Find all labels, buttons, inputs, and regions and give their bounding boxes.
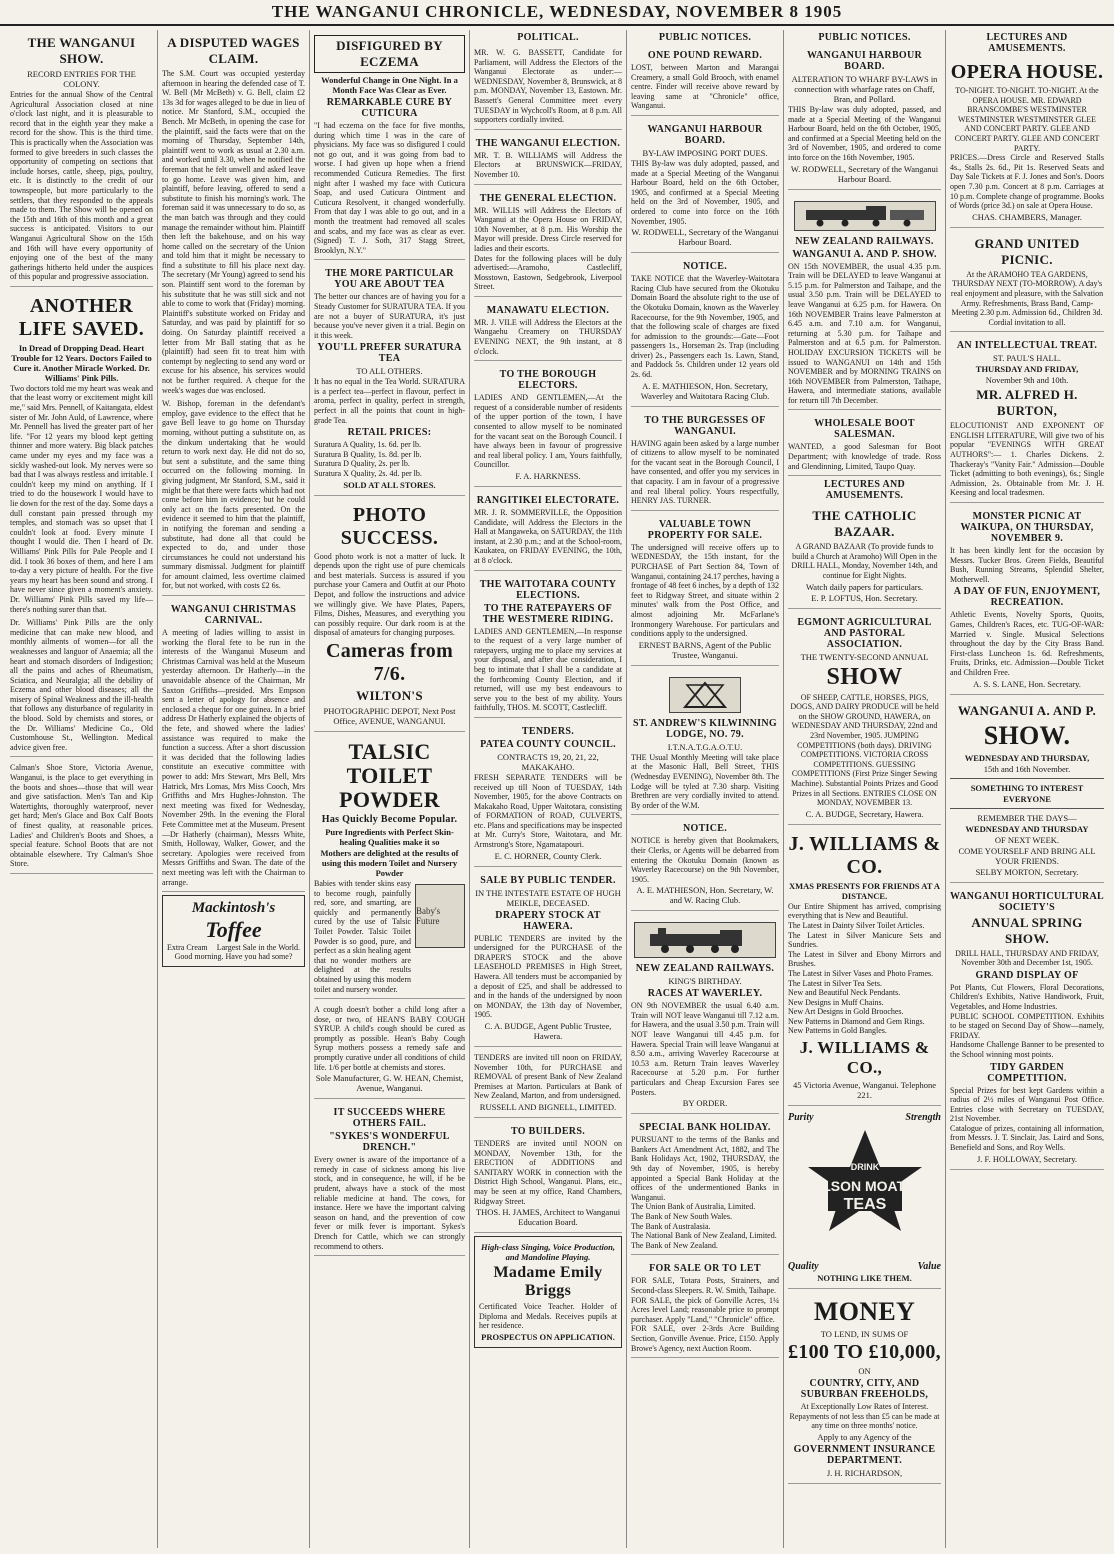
waverley-train-notice	[631, 914, 779, 1114]
waikupa-head: MONSTER PICNIC AT WAIKUPA, ON THURSDAY, NOVEMBER 9.	[960, 511, 1094, 545]
lane-sig: A. S. S. LANE, Hon. Secretary.	[973, 678, 1081, 689]
column-2	[158, 30, 310, 1548]
salesman-head: WHOLESALE BOOT SALESMAN.	[814, 418, 915, 441]
burgesses-notice	[631, 410, 779, 511]
treat-days: THURSDAY AND FRIDAY,	[975, 364, 1079, 375]
show-train-text: ON 15th NOVEMBER, the usual 4.35 p.m. Train will be DELAYED to leave Wanganui at 5.15 p.m. for Palmerston and Taihape, and the usual 3.50 p.m. Train will be DELAYED to leave Wanganui at 6.25 p.m. for Hawera. On 16th NOVEMBER Trains leave Palmerston at 6.45 a.m. and 7.10 a.m. for Wanganui, returning at 5.30 p.m. for Taihape and Palmerston and at 6.5 p.m. for Palmerston. HOLIDAY EXCURSION TICKETS will be issued to WANGANUI on 14th and 15th NOVEMBER and by MORNING TRAINS on 16th NOVEMBER from Palmerston, Taihape, Hawera, and intermediate stations, available for return till 7th December.	[788, 261, 941, 405]
williams-jeweller-ad	[788, 828, 941, 1106]
briggs-ad	[474, 1236, 622, 1348]
tidy-text: Special Prizes for best kept Gardens within a radius of 2½ miles of Wanganui Post Office. Entries close with Secretary on TUESDAY, 21st November.	[950, 1085, 1104, 1124]
life-saved-text-2: Dr. Williams' Pink Pills are the only medicine that can make new blood, and monthly ailments of women—for all the weaknesses and languor of Anaemia; all the heart and stomach disorders of Indigestion; all the pains and aches of Rheumatism, Sciatica, and Neuralgia; all the debility of Eczema and other blood diseases; all the misery of Spinal Weakness and the ill-health that follows any disturbance of regularity in the blood. Sold by chemists and stores, or the Dr. Williams' Medicine Co., Old Customhouse St., Wellington. Medical advice given free.	[10, 618, 153, 752]
banner-text: Handsome Challenge Banner to be presented to the School winning most points.	[950, 1040, 1104, 1059]
lodge-text: THE Usual Monthly Meeting will take place at the Masonic Hall, Bell Street, THIS (Wednesday EVENING), November 8th. The Lodge will be tyled at 7.30 sharp. Visiting Brethren are very cordially invited to attend. By order of the W.M.	[631, 752, 779, 810]
baby-illustration	[415, 884, 465, 948]
toffee-brand: Mackintosh's	[191, 900, 276, 917]
bank-item-4: The Bank of New Zealand.	[631, 1240, 718, 1250]
money-dept: GOVERNMENT INSURANCE DEPARTMENT.	[793, 1443, 936, 1466]
masthead: THE WANGANUI CHRONICLE, WEDNESDAY, NOVEMBER 8 1905	[0, 0, 1114, 26]
toffee-product: Toffee	[205, 917, 262, 943]
property-text: The undersigned will receive offers up to WEDNESDAY, the 15th instant, for the PURCHASE of Part Section 84, Town of Wanganui, containing 24.17 perches, having a frontage of 48 feet 6 inches, by a depth of 132 feet to Ridgway Street, and situate within 2 minutes' walk from the Post Office, and almost adjoining Mr. McFarlane's Ironmongery Warehouse. For particulars and conditions apply to the undersigned.	[631, 542, 779, 639]
borough-notice	[474, 364, 622, 487]
locomotive-illustration	[634, 922, 776, 958]
ap-head: WANGANUI A. AND P.	[957, 702, 1097, 718]
harkness-sig: F. A. HARKNESS.	[515, 471, 581, 481]
races-text: ON 9th NOVEMBER the usual 6.40 a.m. Train will NOT leave Wanganui till 7.12 a.m. for Hawera, and the usual 3.50 p.m. Train will NOT leave Wanganui till 4.45 p.m. for Hawera. Special Train will leave Wanganui at 8.50 a.m., arriving Waverley Racecourse at 10.53 a.m. Return Train leaves Waverley Racecourse at 5.20 p.m. For further particulars and Cheap Excursion Fares see Posters.	[631, 1001, 779, 1097]
westmere-notice	[474, 574, 622, 718]
lectures-head-2: LECTURES AND AMUSEMENTS.	[823, 479, 906, 502]
reward-text: LOST, between Marton and Marangai Creamery, a small Gold Brooch, with enamel centre. Finder will receive above reward by leaving same at "Chronicle" office, Wanganui.	[631, 63, 779, 111]
westmere-head: TO THE RATEPAYERS OF THE WESTMERE RIDING.	[482, 602, 614, 625]
ap-dates: 15th and 16th November.	[983, 763, 1071, 774]
money-apply: Apply to any Agency of the	[817, 1431, 912, 1442]
bank-item-0: The Union Bank of Australia, Limited.	[631, 1202, 756, 1212]
lectures-head: LECTURES AND AMUSEMENTS.	[986, 32, 1068, 54]
ap-days: WEDNESDAY AND THURSDAY,	[964, 752, 1090, 763]
railways-head: NEW ZEALAND RAILWAYS.	[635, 963, 775, 975]
harbour-head-2: WANGANUI HARBOUR BOARD.	[806, 50, 923, 72]
show-text: Entries for the annual Show of the Central Agricultural Association closed at nine o'clock last night, and it is pleasurable to record that in the eighth year they make a record for the show. This is the third time. This is practically when the Association was formed to give breeders in such classes the opportunity of competing on sections that include horses, cattle, sheep, pigs, poultry, etc. It is distinctly to the credit of our townspeople, but more particularly to the settlers, that they responded to the appeals made to them. The Show will be opened on the 15th and 16th of this month and a great success is anticipated. Visitors to our Wanganui Agricultural Show on the 15th and 16th will have every opportunity of enjoying one of the best of the many gatherings hitherto held under the auspices of this popular and progressive association.	[10, 90, 153, 282]
tea-prefer: YOU'LL PREFER SURATURA TEA	[317, 342, 462, 365]
election-head: THE WANGANUI ELECTION.	[475, 137, 621, 149]
money-lend: TO LEND, IN SUMS OF	[820, 1329, 909, 1340]
bank-holiday-notice	[631, 1117, 779, 1255]
tea-strength: Strength	[905, 1112, 941, 1124]
waikupa-text: It has been kindly lent for the occasion by Messrs. Tucker Bros. Green Fields, Beautiful Bush, Running Streams, Splendid Shelter, Motherwell.	[950, 546, 1104, 584]
patea-tender	[474, 721, 622, 867]
egmont-text: OF SHEEP, CATTLE, HORSES, PIGS, DOGS, AND DAIRY PRODUCE will be held on the SHOW GROUND, HAWERA, on WEDNESDAY AND THURSDAY, 22nd and 23rd November, 1905. JUMPING COMPETITIONS (both days). DRIVING COMPETITIONS. VICTORIA CROSS COMPETITIONS. GUESSING COMPETITIONS (First Prize Singer Sewing Machine). Substantial Points Prizes and Good Prizes in all Sections. ENTRIES CLOSE ON MONDAY, NOVEMBER 13.	[790, 692, 939, 808]
tea-text: The better our chances are of having you for a Steady Customer for SURATURA TEA. If you are not a buyer of SURATURA, it's just because you've never given it a trial. Begin on it this week.	[314, 292, 465, 340]
show-article	[10, 30, 153, 287]
catalogue-text: Catalogue of prizes, containing all information, from Messrs. J. T. Sinclair, Jas. Laird and Sons, Benefield and Sons, and Roy Wells.	[950, 1123, 1104, 1153]
talsic-mothers: Mothers are delighted at the results of using this modern Toilet and Nursery Powder	[320, 847, 459, 878]
williams-name-2: J. WILLIAMS & CO.,	[799, 1038, 930, 1078]
wages-headline: A DISPUTED WAGES CLAIM.	[167, 35, 300, 66]
williams-item-6: New Designs in Muff Chains.	[788, 997, 884, 1007]
mathieson-sig: A. E. MATHIESON, Hon. Secretary, Waverley and Waitotara Racing Club.	[640, 380, 770, 401]
interest-sub: EVERYONE	[1003, 793, 1051, 804]
borough-head: TO THE BOROUGH ELECTORS.	[499, 369, 597, 392]
waitotara-head: THE WAITOTARA COUNTY ELECTIONS.	[479, 578, 617, 601]
sale3-text: FOR SALE, over 2-3rds Acre Building Section, Gonville Avenue. Price, £150. Apply Browe's Agency, next Auction Room.	[631, 1324, 779, 1353]
rodwell-sig-2: W. RODWELL, Secretary of the Wanganui Harbour Board.	[790, 163, 939, 184]
let-head: FOR SALE OR TO LET	[649, 1263, 761, 1275]
willis-text: MR. WILLIS will Address the Electors of Wanganui at the Opera House on FRIDAY, 10th November, at 8 p.m. His Worship the Mayor will preside. Dress Circle reserved for ladies and their escorts.	[474, 205, 622, 253]
column-6	[784, 30, 946, 1548]
life-saved-headline: ANOTHER LIFE SAVED.	[18, 294, 145, 340]
shoe-store-text: Calman's Shoe Store, Victoria Avenue, Wanganui, is the place to get everything in the boots and shoes—those that will wear and give satisfaction. Men's Tan and Kip Watertights, thoroughly waterproof, never get hard; Men's Glace and Box Calf Boots of finest quality, at reasonable prices. Ladies' and Children's Boots and Shoes, a special feature. School Boots that are not obtainable elsewhere. Try Calman's Shoe Store.	[10, 763, 153, 869]
column-3	[310, 30, 470, 1548]
eczema-text: "I had eczema on the face for five months, during which time I was in the care of physicians. My face was so disfigured I could not go out, and it was going from bad to worse. I had given up hope when a friend recommended Cuticura Remedies. The first night after I washed my face with Cuticura Soap, and used Cuticura Ointment and Cuticura Resolvent, it changed wonderfully. From that day I was able to go out, and in a month the treatment had removed all scales and scabs, and my face was as clear as ever. (Signed) T. J. Soth, 317 Stagg Street, Brooklyn, N.Y."	[314, 121, 465, 255]
budge-sig: C. A. BUDGE, Agent Public Trustee, Hawera.	[484, 1021, 612, 1041]
bassett-notice	[474, 45, 622, 130]
burgesses-text: HAVING again been asked by a large number of citizens to allow myself to be nominated for the vacant seat in the Borough Council, I have consented, and offer you my services in that capacity. I am in favour of a progressive and real liberal policy. Yours respectfully, HENRY JAS. TURNER.	[631, 438, 779, 506]
public-notices-head: PUBLIC NOTICES.	[658, 32, 752, 43]
talsic-pure: Pure Ingredients with Perfect Skin-healing Qualities make it so	[325, 826, 454, 847]
rangitikei-head: RANGITIKEI ELECTORATE.	[476, 495, 620, 506]
willis-notice	[474, 188, 622, 297]
notice-head: NOTICE.	[682, 261, 728, 273]
tea-value: Value	[917, 1261, 941, 1273]
tea-sold: SOLD AT ALL STORES.	[343, 479, 436, 490]
bazaar-notice	[788, 503, 941, 608]
briggs-footer: PROSPECTUS ON APPLICATION.	[481, 1331, 615, 1342]
money-text: COUNTRY, CITY, AND SUBURBAN FREEHOLDS,	[800, 1378, 929, 1401]
wharf-text: THIS By-law was duly adopted, passed, and made at a Special Meeting of the Wanganui Harbour Board, held on the 6th October, 1905, and confirmed at a Special Meeting held on the 3rd of November, 1905, and ordered to come into force on the 16th November, 1905.	[788, 105, 941, 162]
sale-head: SALE BY PUBLIC TENDER.	[480, 874, 616, 886]
toffee-sub: Extra Cream	[167, 943, 208, 953]
recreation-text: Athletic Events, Novelty Sports, Quoits, Games, Children's Races, etc. TUG-OF-WAR: Married v. Single. Musical Selections throughout the day by the City Brass Band. First-class Luncheon 1s. 6d. Refreshments, Fruits, Drinks, etc. Admission—Double Ticket and Children Free.	[950, 610, 1104, 677]
property-head: VALUABLE TOWN PROPERTY FOR SALE.	[647, 518, 763, 541]
morton-sig: SELBY MORTON, Secretary.	[975, 866, 1079, 877]
sale2-text: FOR SALE, the pick of Gonville Acres, 1¼ Acres level Land; reasonable price to prompt purchaser. Apply "Land," "Chronicle" office.	[631, 1295, 779, 1324]
for-sale-section	[631, 1258, 779, 1358]
waikupa-notice	[950, 506, 1104, 695]
tea-star-emblem	[788, 1127, 941, 1257]
picnic-text: At the ARAMOHO TEA GARDENS, THURSDAY NEXT (TO-MORROW). A day's real enjoyment and pleasure, with the Salvation Army. Refreshments, Brass Band, Camp-Meeting 2.30 p.m. Admission 6d., Children 3d. Cordial invitation to all.	[950, 269, 1104, 327]
horticultural-notice	[950, 886, 1104, 1170]
tea-intro: THE MORE PARTICULAR YOU ARE ABOUT TEA	[325, 268, 454, 291]
school-comp: PUBLIC SCHOOL COMPETITION. Exhibits to be staged on Second Day of Show—namely, FRIDAY.	[950, 1011, 1104, 1040]
tea-price-1: Suratura B Quality, 1s. 8d. per lb.	[314, 449, 422, 459]
willis-dates: Dates for the following places will be duly advertised:—Aramoho, Castlecliff, Mosstown, Eastown, Sedgebrook, Liverpool Street.	[474, 253, 622, 292]
williams-addr: 45 Victoria Avenue, Wanganui. Telephone 221.	[793, 1080, 936, 1101]
eczema-subhead: Wonderful Change in One Night. In a Month Face Was Clear as Ever.	[321, 75, 458, 95]
bookmakers-notice	[631, 818, 779, 911]
patea-text: FRESH SEPARATE TENDERS will be received up till Noon of TUESDAY, 14th November, 1905, for the above Contracts on Makakaho Road, Upper Waitotara, consisting of FORMATION of ROAD, CULVERTS, etc. Plans and specifications may be inspected at Mr. Curry's Store, Waitotara, and Mr. Armstrong's Store, Ngamatapouri.	[474, 772, 622, 850]
williams-item-1: The Latest in Silver Manicure Sets and Sundries.	[788, 930, 941, 950]
opera-text: TO-NIGHT. TO-NIGHT. TO-NIGHT. At the OPERA HOUSE. MR. EDWARD BRANSCOMBE'S WESTMINSTER WESTMINSTER WESTMINSTER GLEE AND CONCERT PARTY. GLEE AND CONCERT PARTY. GLEE AND CONCERT PARTY.	[954, 86, 1100, 153]
tea-price-3: Suratura X Quality, 2s. 4d. per lb.	[314, 469, 422, 479]
grand-display: GRAND DISPLAY OF	[975, 969, 1079, 981]
photo-ad	[314, 499, 465, 732]
williams-item-0: The Latest in Dainty Silver Toilet Articles.	[788, 920, 925, 930]
life-saved-subhead: In Dread of Dropping Dead. Heart Trouble for 12 Years. Doctors Failed to Cure it. Another Miracle Worked. Dr. Williams' Pink Pills.	[11, 342, 152, 383]
tea-prices-head: RETAIL PRICES:	[347, 427, 432, 439]
recreation-head: A DAY OF FUN, ENJOYMENT, RECREATION.	[953, 586, 1101, 609]
bassett-text: MR. W. G. BASSETT, Candidate for Parliament, will Address the Electors of the Wanganui Electorate as under:—WEDNESDAY, November 8, Brunswick, at 8 p.m. MONDAY, November 13, Eastown. Mr. Bassett's General Committee meet every TUESDAY in Wychcoll's Room, at 8 p.m. All supporters cordially invited.	[474, 48, 622, 125]
tea-purity: Purity	[788, 1112, 814, 1124]
tea-to-all: TO ALL OTHERS.	[356, 366, 423, 377]
burton-text: ELOCUTIONIST AND EXPONENT OF ENGLISH LITERATURE, Will give two of his popular "EVENINGS WITH GREAT AUTHORS":— 1. Charles Dickens. 2. Thackeray's "Vanity Fair." Admission—Double Ticket (admitting to both evenings), 6s.; Single Admission, 2s. Obtainable from Mr. J. H. Keesing and local tradesmen.	[950, 421, 1104, 498]
tenders2-text: TENDERS are invited till noon on FRIDAY, November 10th, for PURCHASE and REMOVAL of present Bank of New Zealand Premises at Marton. Particulars at Bank of New Zealand, Marton, and from undersigned.	[474, 1053, 622, 1101]
remember-week: OF NEXT WEEK.	[994, 834, 1060, 845]
williams-item-8: New Patterns in Diamond and Gem Rings.	[788, 1016, 925, 1026]
tenders-head: TENDERS.	[521, 725, 575, 737]
horti-head: WANGANUI HORTICULTURAL SOCIETY'S	[950, 890, 1104, 913]
hean-maker: Sole Manufacturer, G. W. HEAN, Chemist, Avenue, Wanganui.	[315, 1073, 464, 1094]
eczema-ad	[314, 30, 465, 260]
williams-item-2: The Latest in Silver and Ebony Mirrors and Brushes.	[788, 949, 941, 969]
drench-fail: IT SUCCEEDS WHERE OTHERS FAIL.	[333, 1107, 446, 1130]
bazaar-head: THE CATHOLIC BAZAAR.	[812, 508, 917, 540]
williams-item-9: New Patterns in Gold Bangles.	[788, 1026, 887, 1036]
photo-headline: PHOTO SUCCESS.	[340, 503, 439, 549]
remember: REMEMBER THE DAYS—	[977, 812, 1077, 823]
williams-item-4: The Latest in Silver Tea Sets.	[788, 978, 882, 988]
horner-sig: E. C. HORNER, County Clerk.	[494, 850, 602, 861]
remember-days: WEDNESDAY AND THURSDAY	[965, 823, 1089, 834]
train-illustration	[794, 201, 936, 231]
tea-text-2: It has no equal in the Tea World. SURATURA is a perfect tea—perfect in flavour, perfect in aroma, perfect in quality, perfect in strength, perfect in all the points that count in high-grade Tea.	[314, 377, 465, 425]
wilton-name: WILTON'S	[356, 687, 423, 703]
notice2-text: NOTICE is hereby given that Bookmakers, their Clerks, or Agents will be debarred from entering the Okotuku Domain (known as Waverley Racecourse) on the 9th November, 1905.	[631, 836, 779, 884]
opera-notice	[950, 56, 1104, 228]
public-notices-head-2: PUBLIC NOTICES.	[818, 32, 911, 43]
ladies-text: LADIES AND GENTLEMEN,—At the request of a considerable number of residents of the upper portion of the town, I have consented to allow myself to be nominated for the vacant seat on the Borough Council. I have always been in favour of progressive and real liberal policy. I am, Yours faithfully, Councillor.	[474, 393, 622, 470]
racing-notice	[631, 256, 779, 407]
come: COME YOURSELF AND BRING ALL YOUR FRIENDS.	[958, 845, 1096, 866]
general-head: THE GENERAL ELECTION.	[479, 192, 617, 204]
toffee-ad	[162, 895, 305, 967]
reward-notice	[631, 45, 779, 116]
wharf-notice	[788, 45, 941, 190]
property-notice	[631, 514, 779, 666]
drapery-head: DRAPERY STOCK AT HAWERA.	[495, 909, 601, 932]
horti-text: DRILL HALL, THURSDAY AND FRIDAY, November 30th and December 1st, 1905.	[955, 948, 1099, 968]
tea-nothing: NOTHING LIKE THEM.	[817, 1273, 912, 1284]
wages-text: The S.M. Court was occupied yesterday afternoon in hearing the defended case of T. W. Bell (Mr McBeth) v. G. Bell, claim £2 13s 3d for wages alleged to be due in lieu of notice. Mr Stanford, S.M., occupied the Bench. Mr McBeth, in opening the case for the plaintiff, said the facts were that on the morning of Thursday, September 14th, plaintiff went to work as usual at 2.30 a.m. and worked until 3.30, when he notified the foreman that he felt unwell and asked leave to go home. Leave was given him, and plaintiff, before leaving, offered to send a substitute to finish his morning's work. The foreman said it was unnecessary to do so, as the man batch was through and they could manage the remainder without him. Plaintiff then left the bakehouse, and on his way home called on the secretary of the Union and told him that it might be necessary to find a substitute to fill his place next day. The secretary (Mr Young) agreed to send his son. Plaintiff sent word to the foreman by his substitute that he was still sick and not able to come to work that (Friday) morning. Plaintiff's substitute worked on Friday and Saturday, and was paid by plaintiff for so doing. On Saturday plaintiff received a letter from Mr Ball stating that as he (plaintiff) had seen fit to treat him with contempt by neglecting to send any word or excuse for his absence, his services would not be further required. A cheque for the week's wages due was enclosed.	[162, 69, 305, 395]
money-sig: J. H. RICHARDSON,	[826, 1467, 903, 1478]
briggs-name: Madame Emily Briggs	[493, 1264, 603, 1300]
horti-show: ANNUAL SPRING SHOW.	[971, 914, 1083, 946]
estate-head: IN THE INTESTATE ESTATE OF HUGH MEIKLE, DECEASED.	[475, 887, 621, 908]
show-train-notice	[788, 193, 941, 411]
harbour-head: WANGANUI HARBOUR BOARD.	[647, 123, 763, 146]
tea-price-0: Suratura A Quality, 1s. 6d. per lb.	[314, 440, 422, 450]
ap-show-notice	[950, 698, 1104, 883]
patea-head: PATEA COUNTY COUNCIL.	[480, 738, 616, 750]
sale1-text: FOR SALE, Totara Posts, Strainers, and Second-class Sleepers. R. W. Smith, Taihape.	[631, 1276, 779, 1295]
carnival-headline: WANGANUI CHRISTMAS CARNIVAL.	[170, 604, 297, 627]
reward-head: ONE POUND REWARD.	[647, 50, 763, 61]
williams-item-7: New Art Designs in Gold Brooches.	[788, 1007, 904, 1017]
interest-head: SOMETHING TO INTEREST	[970, 782, 1084, 793]
burton-head: MR. ALFRED H. BURTON,	[976, 387, 1078, 419]
holloway-sig: J. F. HOLLOWAY, Secretary.	[976, 1153, 1078, 1164]
sommerville-text: MR. J. R. SOMMERVILLE, the Opposition Candidate, will Address the Electors in the Hall at Mangaweka, on SATURDAY, the 11th instant, at 2.30 p.m.; and at the School-room, Kaukatea, on FRIDAY EVENING, the 10th, at 8 o'clock.	[474, 508, 622, 565]
egmont-head: EGMONT AGRICULTURAL AND PASTORAL ASSOCIATION.	[797, 616, 932, 650]
james-sig: THOS. H. JAMES, Architect to Wanganui Education Board.	[475, 1207, 621, 1228]
port-dues-notice	[631, 119, 779, 253]
rodwell-sig: W. RODWELL, Secretary of the Wanganui Harbour Board.	[631, 227, 779, 248]
drench-text: Every owner is aware of the importance of a remedy in case of sickness among his live stock, and in consequence, he will, if he be prudent, always have a stock of the most reliable medicine at hand. The cows, for instance. Here we have the important calving season on hand, and the prevention of cow fever or milk fever is important. Sykes's Drench for Cattle, which we can strongly recommend to others.	[314, 1155, 465, 1251]
williams-item-3: The Latest in Silver Vases and Photo Frames.	[788, 968, 934, 978]
picnic-notice	[950, 231, 1104, 333]
chambers-sig: CHAS. CHAMBERS, Manager.	[972, 211, 1082, 222]
marton-tender	[474, 1050, 622, 1118]
tea-quality: Quality	[788, 1261, 819, 1273]
williams-text: Our Entire Shipment has arrived, comprising everything that is New and Beautiful.	[788, 901, 941, 921]
show-subhead: RECORD ENTRIES FOR THE COLONY.	[27, 69, 136, 89]
bank-item-2: The Bank of Australasia.	[631, 1221, 711, 1231]
westmere-text: LADIES AND GENTLEMEN,—In response to the request of a very large number of ratepayers, urging me to place my services at your disposal, and after due consideration, I beg to intimate that I shall be a candidate at the forthcoming County Election, and if returned, will use my best endeavours to serve you to the best of my ability. Yours faithfully, THOS. M. SCOTT, Castlecliff.	[474, 626, 622, 713]
tidy-head: TIDY GARDEN COMPETITION.	[987, 1061, 1067, 1084]
money-on: ON	[858, 1366, 871, 1377]
tea-brand-text: NELSON MOATE'S	[802, 1178, 927, 1195]
vile-notice	[474, 300, 622, 361]
loftus-sig: E. P. LOFTUS, Hon. Secretary.	[811, 592, 918, 603]
builders-text: TENDERS are invited until NOON on MONDAY, November 13th, for the ERECTION of ADDITIONS and SANITARY WORK in connection with the District High School, Wanganui. Plans, etc., may be seen at my office, Rand Chambers, Ridgway Street.	[474, 1138, 622, 1206]
babys-future-label: Baby's Future	[416, 905, 441, 926]
life-saved-ad	[10, 290, 153, 758]
mathieson2-sig: A. E. MATHIESON, Hon. Secretary, W. and W. Racing Club.	[636, 885, 774, 906]
eczema-cure: REMARKABLE CURE BY CUTICURA	[326, 97, 453, 119]
bylaw-head: BY-LAW IMPOSING PORT DUES.	[642, 147, 768, 158]
williams-sub: XMAS PRESENTS FOR FRIENDS AT A DISTANCE.	[788, 880, 941, 901]
egmont-annual: THE TWENTY-SECOND ANNUAL	[800, 651, 929, 662]
briggs-line-1: High-class Singing, Voice Production, and Mandoline Playing.	[481, 1242, 615, 1263]
briggs-text: Certificated Voice Teacher. Holder of Diploma and Medals. Receives pupils at her residence.	[479, 1302, 617, 1331]
barns-sig: ERNEST BARNS, Agent of the Public Trustee, Wanganui.	[638, 639, 772, 660]
talsic-ad	[314, 735, 465, 999]
builders-tender	[474, 1121, 622, 1233]
nelson-moate-ad	[788, 1109, 941, 1289]
contracts: CONTRACTS 19, 20, 21, 22, MAKAKAHO.	[497, 751, 599, 772]
talsic-title: TALSIC TOILET POWDER	[339, 738, 440, 812]
columns	[6, 30, 1108, 1548]
carnival-article	[162, 599, 305, 892]
political-head: POLITICAL.	[517, 32, 579, 43]
picnic-head: GRAND UNITED PICNIC.	[974, 235, 1080, 267]
by-order: BY ORDER.	[682, 1098, 728, 1109]
lodge-notice	[631, 669, 779, 816]
bank-item-3: The National Bank of New Zealand, Limited.	[631, 1231, 777, 1241]
money-range: £100 TO £10,000,	[788, 1341, 941, 1364]
drench-headline: "SYKES'S WONDERFUL DRENCH."	[329, 1131, 450, 1154]
budge-sig-2: C. A. BUDGE, Secretary, Hawera.	[805, 808, 924, 819]
burgesses-head: TO THE BURGESSES OF WANGANUI.	[644, 414, 766, 437]
williams-text: MR. T. B. WILLIAMS will Address the Electors at BRUNSWICK—FRIDAY, November 10.	[474, 150, 622, 179]
treat-notice	[950, 335, 1104, 503]
vile-text: MR. J. VILE will Address the Electors at the Wangaehu Creamery on THURSDAY EVENING NEXT, the 9th instant, at 8 o'clock.	[474, 317, 622, 356]
ap-show: SHOW.	[983, 720, 1071, 750]
bank-text: PURSUANT to the terms of the Banks and Bankers Act Amendment Act, 1882, and The Bank Holidays Act, 1902, THURSDAY, the 9th day of November, 1905, is hereby appointed a Special Bank Holiday at the offices of the undermentioned Banks in Wanganui.	[631, 1135, 779, 1202]
salesman-notice	[788, 413, 941, 476]
drapery-text: PUBLIC TENDERS are invited by the undersigned for the PURCHASE of the DRAPER'S STOCK and the above LEASEHOLD PREMISES in High Street, Hawera. All tenders must be accompanied by a deposit of £25, and shall be addressed to and in the hands of the undersigned by noon on MONDAY, the 13th day of November, 1905.	[474, 933, 622, 1020]
salesman-text: WANTED, a good Salesman for Boot Department; with knowledge of trade. Ross and Glendinning, Limited, Taupo Quay.	[788, 442, 941, 471]
toffee-footer: Good morning. Have you had some?	[174, 952, 293, 962]
sommerville-notice	[474, 490, 622, 571]
egmont-show: SHOW	[826, 663, 903, 690]
show-train-head: WANGANUI A. AND P. SHOW.	[792, 248, 937, 260]
kings-head: KING'S BIRTHDAY.	[668, 976, 742, 987]
drench-ad	[314, 1102, 465, 1256]
life-saved-text: Two doctors told me my heart was weak and that the least worry or excitement might kill me," said Mrs. Pennell, of Kaitangata, eldest sister of Mr. John Auld, of Lawrence, where Mr. Pennell has lived the greater part of her life. "For 12 years my blood kept getting thinner and more watery. Big black patches came under my eyes and my face was a sickly washed-out look. My nerves were so bad that I was always restless and irritable. I couldn't keep my mind on anything. If I tried to do the housework I would have to lie down for the rest of the day. Some days a dull constant pain pressed through my temples, and stomach was so upset that I couldn't look at food. Every minute I thought I would die. Then I heard of Dr. Williams' Pink Pills for Pale People and I did. I took 36 boxes of them, and here I am to-day a very picture of health. For the five years my heart has been sound and strong. I have never since given a moment's anxiety. Dr. Williams' Pink Pills saved my life—there's nothing surer than that.	[10, 383, 153, 614]
treat-hall: ST. PAUL'S HALL.	[992, 353, 1062, 364]
show-headline: THE WANGANUI SHOW.	[27, 35, 136, 66]
russell-sig: RUSSELL AND BIGNELL, LIMITED.	[479, 1101, 617, 1112]
talsic-text: Babies with tender skins easy to become rough, painfully red, sore, and smarting, are quickly and permanently cured by the use of Talsic Toilet Powder. Talsic Toilet Powder is so good, pure, and perfect as a skin healing agent that no wonder mothers are delighted at the results obtained by using this modern toilet and nursery wonder.	[314, 878, 411, 994]
racing-text: TAKE NOTICE that the Waverley-Waitotara Racing Club have secured from the Okotuku Domain Board the absolute right to the use of the Okotuku Domain, known as the Waverley Racecourse, for the 9th November, 1905, and that the following scale of charges are fixed for admission to the grounds:—Gate—Foot passengers 1s., Horseman 2s. Trap (including driver) 2s., Passengers each 1s. Lawn, Stand, and Paddock 5s. Children under 12 years old 2s. 6d.	[631, 274, 779, 380]
wages-article	[162, 30, 305, 596]
suratura-tea-ad	[314, 263, 465, 495]
column-4	[470, 30, 627, 1548]
notice2-head: NOTICE.	[682, 823, 728, 835]
column-1	[6, 30, 158, 1548]
shoe-store-ad	[10, 760, 153, 874]
column-7	[946, 30, 1108, 1548]
tea-drink-text: DRINK	[850, 1162, 879, 1173]
treat-dates: November 9th and 10th.	[985, 375, 1069, 386]
money-head: MONEY	[813, 1297, 916, 1327]
bank-item-1: The Bank of New South Wales.	[631, 1211, 732, 1221]
drapery-tender	[474, 870, 622, 1047]
horti-text-2: Pot Plants, Cut Flowers, Floral Decorations, Children's Exhibits, Native Handiwork, Fruit, Vegetables, and Home Industries.	[950, 982, 1104, 1011]
lodge-head: ST. ANDREW'S KILWINNING LODGE, NO. 79.	[633, 717, 777, 740]
williams-name: J. WILLIAMS & CO.	[788, 832, 941, 878]
opera-prices: PRICES.—Dress Circle and Reserved Stalls 4s., Stalls 2s. 6d., Pit 1s. Reserved Seats and Day Sale Tickets at F. J. Jones and Son's. Doors open 7.30 p.m. Concert at 8 p.m. Carriages at 10 p.m. Complete change of programme. Books of Words (price 3d.) on sale at Opera House.	[950, 153, 1104, 211]
races-head: RACES AT WAVERLEY.	[647, 988, 763, 1000]
photo-cameras: Cameras from 7/6.	[325, 639, 454, 685]
photo-text: Good photo work is not a matter of luck. It depends upon the right use of pure chemicals and best materials. Success is assured if you purchase your Camera and Outfit at our Photo Depot, and follow the instructions and advice we willingly give. We have Plates, Papers, Films, Dishes, Measures, and everything you can possibly require. Our dark room is at the disposal of amateurs for changing purposes.	[314, 551, 465, 638]
wharf-head: ALTERATION TO WHARF BY-LAWS in connection with wharfage rates on Chaff, Bran, and Pollard.	[791, 74, 938, 104]
money-rates: At Exceptionally Low Rates of Interest. Repayments of not less than £5 can be made at any time on three months' notice.	[789, 1402, 940, 1431]
treat-head: AN INTELLECTUAL TREAT.	[956, 340, 1098, 352]
hean-text: A cough doesn't bother a child long after a dose, or two, of HEAN'S BABY COUGH SYRUP. A child's cough should be cured as promptly as possible. Hean's Baby Cough Syrup mothers possess a remedy safe and promptly curative under all conditions of child life. 1/6 per bottle at chemists and stores.	[314, 1005, 465, 1072]
carnival-text: A meeting of ladies willing to assist in working the floral fete to be run in the interests of the Wanganui Museum and Christmas Carnival was held at the Museum yesterday afternoon. Dr Hatherly—in the unavoidable absence of the Chairman, Mr Saxton Griffiths—presided. Mrs Empson sent a letter of apology for absence and enclosed a cheque for one guinea. In a brief address Dr Hatherly explained the objects of the fete, and showed where the ladies' assistance was required to make the function a success. After a short discussion it was decided that the following ladies constitute an executive committee with power to add: Mrs Stewart, Mrs Bell, Mrs Hatrick, Mrs Lomas, Mrs Miss Cooch, Mrs Griffiths and Mrs Hughes-Johnston. The next meeting was fixed for Wednesday, November 29th. In the evening the Floral Fete Committee met at the Museum. Present—Dr Hatherly (chairman), Messrs White, Smith, Holloway, Walker, Gower, and the secretary. Apologies were received from Messrs Griffiths and Swan. The date of the next meeting was left with the Chairman to arrange.	[162, 628, 305, 887]
tea-price-2: Suratura D Quality, 2s. per lb.	[314, 459, 410, 469]
wilton-sub: PHOTOGRAPHIC DEPOT, Next Post Office, AVENUE, WANGANUI.	[323, 705, 456, 726]
williams-notice	[474, 133, 622, 185]
builders-head: TO BUILDERS.	[511, 1125, 585, 1137]
hean-ad	[314, 1002, 465, 1099]
eczema-headline: DISFIGURED BY ECZEMA	[314, 35, 465, 73]
toffee-note: Largest Sale in the World.	[216, 943, 300, 953]
wages-text-2: W. Bishop, foreman in the defendant's employ, gave evidence to the effect that he gave Bell leave to go home on Thursday morning, without putting a substitute on, as the dinkum undertaking that he would return to work next day. He did not do so, but sent a substitute, and the same thing occurred on the following morning. In giving judgment, Mr Stanford, S.M., said it might be that there were facts which had not come before him in evidence; but he could only act on the facts presented. On the evidence it seemed to him that the plaintiff, in notifying the foreman and sending a substitute, had done all that could be expected to do, and under those circumstances he could not understand his summary dismissal. Judgment for plaintiff for amount claimed, less overtime claimed for, but not worked, with costs £2 6s.	[162, 399, 305, 591]
opera-head: OPERA HOUSE.	[950, 61, 1104, 83]
williams-item-5: New and Beautiful Neck Pendants.	[788, 988, 901, 998]
manawatu-head: MANAWATU ELECTION.	[486, 304, 610, 316]
bank-head: SPECIAL BANK HOLIDAY.	[639, 1122, 771, 1134]
bazaar-watch: Watch daily papers for particulars.	[805, 581, 924, 592]
lodge-sub: I.T.N.A.T.G.A.O.T.U.	[667, 741, 743, 752]
egmont-show-notice	[788, 612, 941, 825]
money-ad	[788, 1292, 941, 1484]
column-5	[627, 30, 784, 1548]
railways-head-2: NEW ZEALAND RAILWAYS.	[795, 235, 934, 247]
tea-teas-text: TEAS	[843, 1196, 886, 1214]
talsic-sub: Has Quickly Become Popular.	[321, 813, 458, 825]
bazaar-sub: A GRAND BAZAAR (To provide funds to build a Church at Aramoho) Will Open in the DRILL HALL, Monday, November 14th, and continue for Eight Nights.	[791, 542, 938, 581]
bylaw-text: THIS By-law was duly adopted, passed, and made at a Special Meeting of the Wanganui Harbour Board, held on the 6th October, 1905, and confirmed at a Special Meeting held on the 3rd of November, 1905, and ordered to come into force on the 16th November, 1905.	[631, 158, 779, 226]
masonic-emblem	[669, 677, 741, 713]
